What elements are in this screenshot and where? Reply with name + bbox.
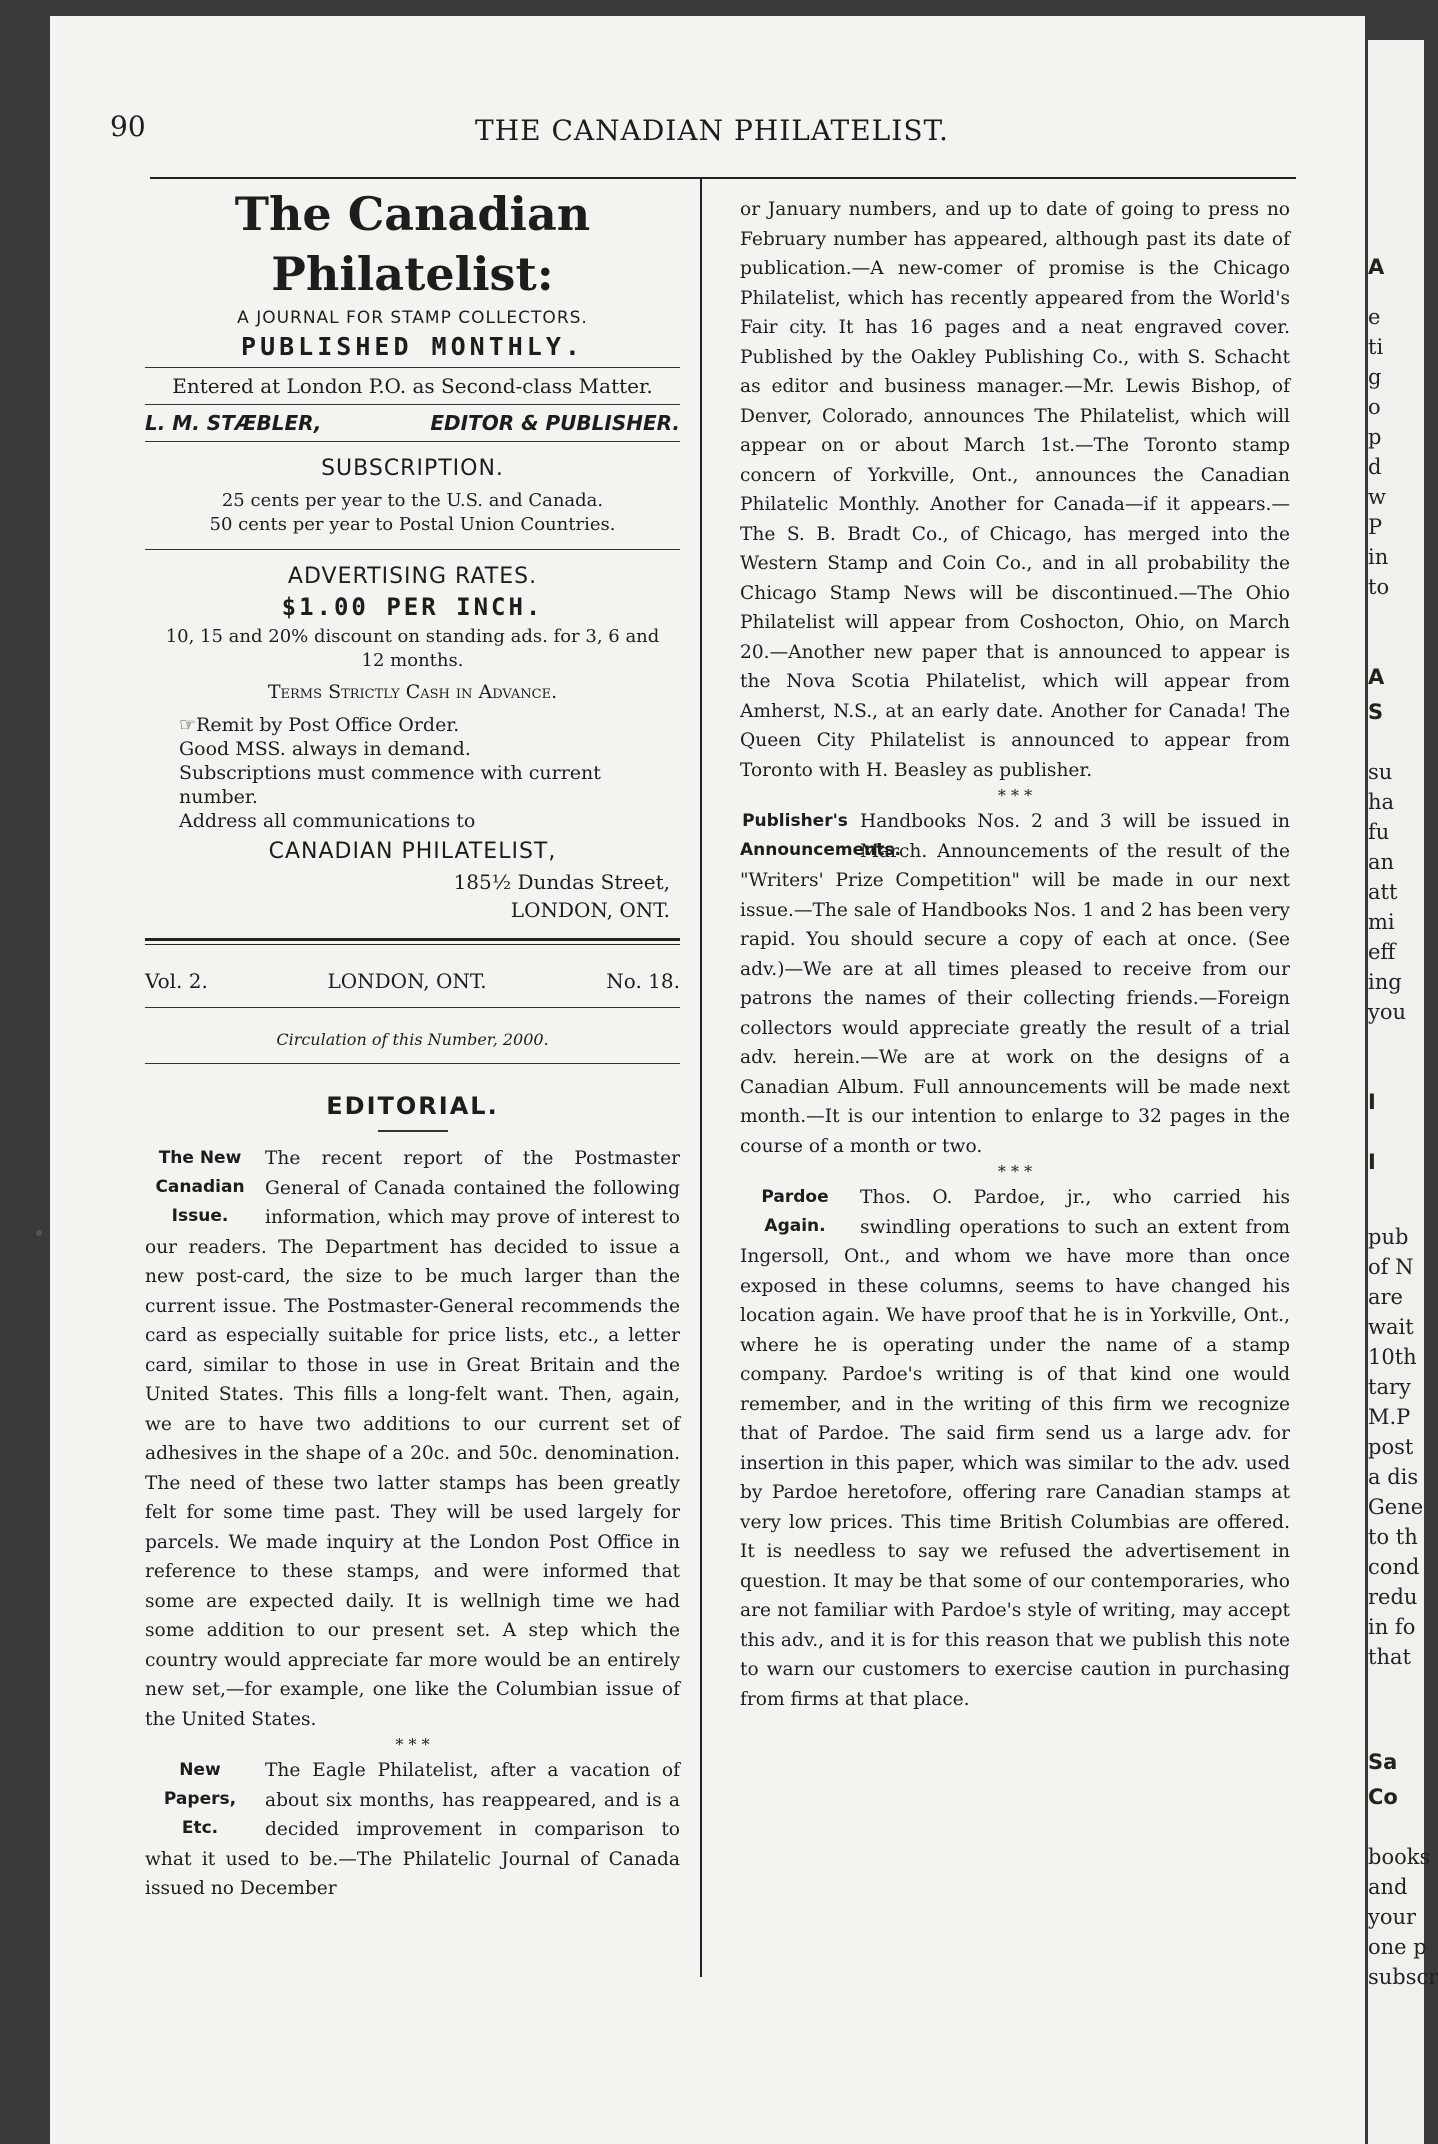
article-continued: or January numbers, and up to date of going to press no February number has appeared, although past its date of publication.—A new-comer of promise is the Chicago Philatelist, which has recently appeared from the World's Fair city. It has 16 pages and a neat engraved cover. Published by the Oakley Publishing Co., with S. Schacht as editor and business manager.—Mr. Lewis Bishop, of Denver, Colorado, announces The Philatelist, which will appear on or about March 1st.—The Toronto stamp concern of Yorkville, Ont., announces the Canadian Philatelic Monthly. Another for Canada—if it appears.—The S. B. Bradt Co., of Chicago, has merged into the Western Stamp and Coin Co., and in all probability the Chicago Stamp News will be discontinued.—The Ohio Philatelist will appear from Coshocton, Ohio, on March 20.—Another new paper that is announced to appear is the Nova Scotia Philatelist, which will appear from Amherst, N.S., at an early date. Another for Canada! The Queen City Philatelist is announced to appear from Toronto with H. Beasley as publisher. [740, 199, 1290, 781]
paper-spot [36, 1230, 42, 1236]
np-frag: eff [1368, 940, 1396, 964]
subscription-line: 50 cents per year to Postal Union Countries. [209, 514, 616, 535]
right-column [740, 195, 1290, 1714]
subscription-title: SUBSCRIPTION. [321, 456, 504, 481]
np-frag: post [1368, 1435, 1414, 1459]
entered-notice: Entered at London P.O. as Second-class Matter. [172, 374, 653, 398]
article-new-papers [145, 1756, 680, 1904]
address-name: CANADIAN PHILATELIST, [268, 839, 557, 864]
divider [145, 404, 680, 405]
np-frag: redu [1368, 1585, 1418, 1609]
np-frag: are [1368, 1285, 1403, 1309]
ornament: * * * [997, 1162, 1033, 1181]
article-publishers-announcements [740, 807, 1290, 1161]
np-frag: in fo [1368, 1615, 1416, 1639]
left-column [145, 180, 680, 1904]
np-frag: A [1368, 665, 1385, 689]
article-text: The recent report of the Postmaster General of Canada contained the following information, which may prove of interest to our readers. The Department has decided to issue a new post-card, the size to be much larger than the current issue. The Postmaster-General recommends the card as especially suitable for price lists, etc., a letter card, similar to those in use in Great Britain and the United States. This fills a long-felt want. Then, again, we are to have two additions to our current set of adhesives in the shape of a 20c. and 50c. denomination. The need of these two latter stamps has been greatly felt for some time past. They will be used largely for parcels. We made inquiry at the London Post Office in reference to these stamps, and were informed that some are expected daily. It is wellnigh time we had some addition to our present set. A step which the country would appreciate far more would be an entirely new set,—for example, one like the Columbian issue of the United States. [145, 1148, 680, 1730]
editor-line [145, 411, 680, 435]
article-heading: Pardoe Again. [761, 1187, 829, 1236]
np-frag: cond [1368, 1555, 1420, 1579]
article-text: Thos. O. Pardoe, jr., who carried his swindling operations to such an extent from Ingersoll, Ont., and whom we have more than once exposed in these columns, seems to have changed his location again. We have proof that he is in Yorkville, Ont., where he is operating under the name of a stamp company. Pardoe's writing is of that kind one would remember, and in the writing of this firm we recognize that of Pardoe. The said firm send us a large adv. for insertion in this paper, which was similar to the adv. used by Pardoe heretofore, offering rare Canadian stamps at very low prices. This time British Columbias are offered. It is needless to say we refused the advertisement in question. It may be that some of our contemporaries, who are not familiar with Pardoe's style of writing, may accept this adv., and it is for this reason that we publish this note to warn our customers to exercise caution in purchasing from firms at that place. [740, 1187, 1290, 1710]
ornament: * * * [997, 786, 1033, 805]
np-frag: S [1368, 700, 1384, 724]
np-frag: in [1368, 545, 1389, 569]
ad-rate: $1.00 PER INCH. [281, 593, 544, 621]
divider [145, 441, 680, 442]
np-frag: to th [1368, 1525, 1418, 1549]
np-frag: att [1368, 880, 1398, 904]
subscription-line: 25 cents per year to the U.S. and Canada. [221, 490, 604, 511]
np-frag: mi [1368, 910, 1395, 934]
article-new-canadian-issue [145, 1144, 680, 1734]
np-frag: tary [1368, 1375, 1411, 1399]
short-rule [378, 1130, 448, 1132]
article-heading: New Papers, Etc. [163, 1760, 237, 1838]
np-frag: 10th [1368, 1345, 1417, 1369]
address-city: LONDON, ONT. [510, 898, 670, 922]
np-frag: I [1368, 1090, 1376, 1114]
np-frag: to [1368, 575, 1390, 599]
np-frag: of N [1368, 1255, 1414, 1279]
circulation: Circulation of this Number, 2000. [276, 1030, 549, 1049]
np-frag: books [1368, 1845, 1431, 1869]
np-frag: ti [1368, 335, 1384, 359]
article-heading: The New Canadian Issue. [155, 1148, 245, 1226]
issue-number: No. 18. [606, 969, 680, 993]
note-line: Subscriptions must commence with current number. [179, 762, 601, 808]
divider [145, 549, 680, 550]
article-text: Handbooks Nos. 2 and 3 will be issued in March. Announcements of the result of the "Writers' Prize Competition" will be made in our next issue.—The sale of Handbooks Nos. 1 and 2 has been very rapid. You should secure a copy of each at once. (See adv.)—We are at all times pleased to receive from our patrons the names of their collecting friends.—Foreign collectors would appreciate greatly the result of a trial adv. herein.—We are at work on the designs of a Canadian Album. Full announcements will be made next month.—It is our intention to enlarge to 32 pages in the course of a month or two. [740, 811, 1290, 1157]
np-frag: d [1368, 455, 1382, 479]
divider [145, 1007, 680, 1008]
np-frag: fu [1368, 820, 1390, 844]
running-head: THE CANADIAN PHILATELIST. [475, 114, 949, 147]
divider [145, 1063, 680, 1064]
note-line: Address all communications to [179, 810, 476, 832]
editorial-title: EDITORIAL. [326, 1092, 499, 1120]
np-frag: a dis [1368, 1465, 1419, 1489]
issue-place: LONDON, ONT. [327, 969, 487, 993]
np-frag: e [1368, 305, 1381, 329]
np-frag: subscr [1368, 1965, 1438, 1989]
np-frag: P [1368, 515, 1383, 539]
page-number: 90 [110, 110, 146, 143]
terms: Terms Strictly Cash in Advance. [267, 681, 558, 703]
editor-name: L. M. STÆBLER, [145, 411, 322, 435]
note-line: Good MSS. always in demand. [179, 738, 471, 760]
discount-line: 10, 15 and 20% discount on standing ads. for 3, 6 and [165, 626, 660, 647]
article-heading: Publisher's Announcements. [740, 811, 901, 860]
np-frag: w [1368, 485, 1386, 509]
np-frag: o [1368, 395, 1381, 419]
header-rule [150, 177, 1296, 179]
divider [145, 367, 680, 368]
np-frag: g [1368, 365, 1382, 389]
np-frag: M.P [1368, 1405, 1411, 1429]
note-line: ☞Remit by Post Office Order. [179, 714, 460, 736]
discount-line: 12 months. [361, 650, 464, 671]
column-rule [700, 177, 702, 1977]
np-frag: A [1368, 255, 1385, 279]
np-frag: and [1368, 1875, 1408, 1899]
volume: Vol. 2. [145, 969, 208, 993]
np-frag: ha [1368, 790, 1395, 814]
np-frag: Sa [1368, 1750, 1398, 1774]
masthead-title: The Canadian Philatelist: [234, 187, 591, 301]
np-frag: you [1368, 1000, 1407, 1024]
article-pardoe-again [740, 1183, 1290, 1714]
double-rule [145, 938, 680, 945]
np-frag: Co [1368, 1785, 1398, 1809]
adjacent-page-edge [1368, 40, 1438, 2144]
masthead-published: PUBLISHED MONTHLY. [241, 332, 584, 361]
editor-role: EDITOR & PUBLISHER. [430, 411, 680, 435]
np-frag: p [1368, 425, 1382, 449]
np-frag: that [1368, 1645, 1411, 1669]
np-frag: Gene [1368, 1495, 1424, 1519]
advertising-title: ADVERTISING RATES. [287, 564, 538, 589]
np-frag: one p [1368, 1935, 1427, 1959]
np-frag: su [1368, 760, 1393, 784]
np-frag: your [1368, 1905, 1417, 1929]
ornament: * * * [395, 1735, 430, 1754]
address-street: 185½ Dundas Street, [453, 870, 670, 894]
np-frag: pub [1368, 1225, 1409, 1249]
volume-line [145, 969, 680, 993]
np-frag: I [1368, 1150, 1376, 1174]
article-text: The Eagle Philatelist, after a vacation of about six months, has reappeared, and is a decided improvement in comparison to what it used to be.—The Philatelic Journal of Canada issued no December [145, 1760, 680, 1899]
masthead-subtitle: A JOURNAL FOR STAMP COLLECTORS. [237, 308, 588, 328]
np-frag: ing [1368, 970, 1402, 994]
np-frag: an [1368, 850, 1395, 874]
np-frag: wait [1368, 1315, 1414, 1339]
